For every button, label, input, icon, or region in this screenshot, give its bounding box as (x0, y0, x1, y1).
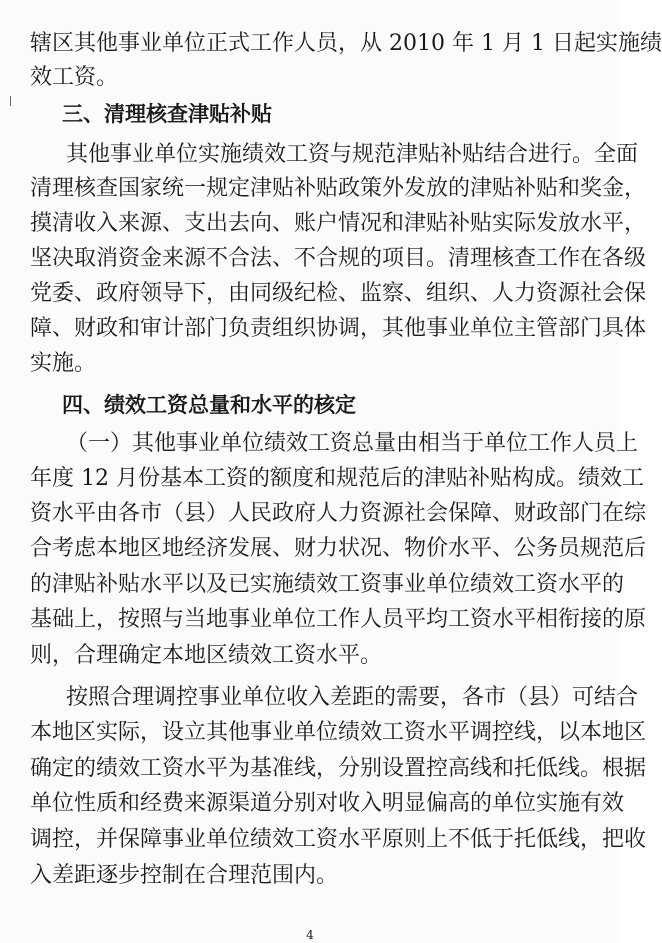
body-line: 合考虑本地区地经济发展、财力状况、物价水平、公务员规范后 (30, 536, 647, 561)
body-line: 的津贴补贴水平以及已实施绩效工资事业单位绩效工资水平的 (30, 572, 625, 597)
body-line: 则，合理确定本地区绩效工资水平。 (30, 643, 383, 668)
body-line: 基础上，按照与当地事业单位工作人员平均工资水平相衔接的原 (30, 607, 647, 632)
body-line: 辖区其他事业单位正式工作人员，从 2010 年 1 月 1 日起实施绩 (30, 31, 662, 56)
section-heading: 三、清理核查津贴补贴 (62, 102, 272, 126)
body-line: 单位性质和经费来源渠道分别对收入明显偏高的单位实施有效 (30, 791, 625, 816)
body-line: 其他事业单位实施绩效工资与规范津贴补贴结合进行。全面 (66, 142, 639, 167)
body-line: 确定的绩效工资水平为基准线，分别设置控高线和托低线。根据 (30, 756, 647, 781)
body-line: 摸清收入来源、支出去向、账户情况和津贴补贴实际发放水平， (30, 211, 647, 236)
body-line: 坚决取消资金来源不合法、不合规的项目。清理核查工作在各级 (30, 246, 647, 271)
body-line: 党委、政府领导下，由同级纪检、监察、组织、人力资源社会保 (30, 281, 647, 306)
body-line: 本地区实际，设立其他事业单位绩效工资水平调控线，以本地区 (30, 720, 647, 745)
body-line: 障、财政和审计部门负责组织协调，其他事业单位主管部门具体 (30, 316, 647, 341)
body-line: 资水平由各市（县）人民政府人力资源社会保障、财政部门在综 (30, 501, 647, 526)
page-number: 4 (306, 928, 314, 942)
body-line: （一）其他事业单位绩效工资总量由相当于单位工作人员上 (66, 431, 639, 456)
body-line: 年度 12 月份基本工资的额度和规范后的津贴补贴构成。绩效工 (30, 466, 644, 491)
body-line: 按照合理调控事业单位收入差距的需要，各市（县）可结合 (66, 685, 639, 710)
section-heading: 四、绩效工资总量和水平的核定 (62, 393, 356, 417)
body-line: 入差距逐步控制在合理范围内。 (30, 863, 339, 888)
body-line: 实施。 (30, 351, 97, 376)
body-line: 清理核查国家统一规定津贴补贴政策外发放的津贴补贴和奖金， (30, 176, 647, 201)
body-line: 效工资。 (30, 65, 119, 90)
body-line: 调控，并保障事业单位绩效工资水平原则上不低于托低线，把收 (30, 827, 647, 852)
margin-mark (10, 96, 11, 106)
